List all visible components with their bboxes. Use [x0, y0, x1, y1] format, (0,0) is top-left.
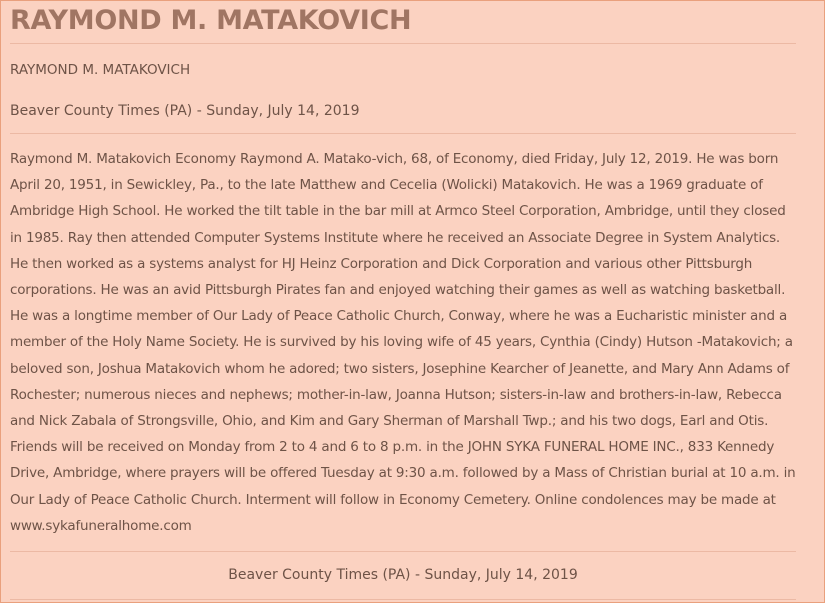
obituary-name: RAYMOND M. MATAKOVICH [10, 62, 191, 78]
obituary-body: Raymond M. Matakovich Economy Raymond A. Matako-vich, 68, of Economy, died Friday, July 12, 2019. He was born April 20, 1951, in Sewickley, Pa., to the late Matthew and Cecelia (Wolicki) Matakovich. He was a 1969 graduate of Ambridge High School. He worked the tilt table in the bar mill at Armco Steel Corporation, Ambridge, until they closed in 1985. Ray then attended Computer Systems Institute where he received an Associate Degree in System Analytics. He then worked as a systems analyst for HJ Heinz Corporation and Dick Corporation and various other Pittsburgh corporations. He was an avid Pittsburgh Pirates fan and enjoyed watching their games as well as watching basketball. He was a longtime member of Our Lady of Peace Catholic Church, Conway, where he was a Eucharistic minister and a member of the Holy Name Society. He is survived by his loving wife of 45 years, Cynthia (Cindy) Hutson -Matakovich; a beloved son, Joshua Matakovich whom he adored; two sisters, Josephine Kearcher of Jeanette, and Mary Ann Adams of Rochester; numerous nieces and nephews; mother-in-law, Joanna Hutson; sisters-in-law and brothers-in-law, Rebecca and Nick Zabala of Strongsville, Ohio, and Kim and Gary Sherman of Marshall Twp.; and his two dogs, Earl and Otis. Friends will be received on Monday from 2 to 4 and 6 to 8 p.m. in the JOHN SYKA FUNERAL HOME INC., 833 Kennedy Drive, Ambridge, where prayers will be offered Tuesday at 9:30 a.m. followed by a Mass of Christian burial at 10 a.m. in Our Lady of Peace Catholic Church. Interment will follow in Economy Cemetery. Online condolences may be made at www.sykafuneralhome.com [10, 151, 796, 534]
source-line: Beaver County Times (PA) - Sunday, July 14, 2019 [10, 103, 360, 119]
obituary-content [10, 1, 796, 600]
footer-source-line: Beaver County Times (PA) - Sunday, July 14, 2019 [228, 567, 578, 583]
page-title: RAYMOND M. MATAKOVICH [10, 5, 412, 36]
divider [10, 599, 796, 600]
